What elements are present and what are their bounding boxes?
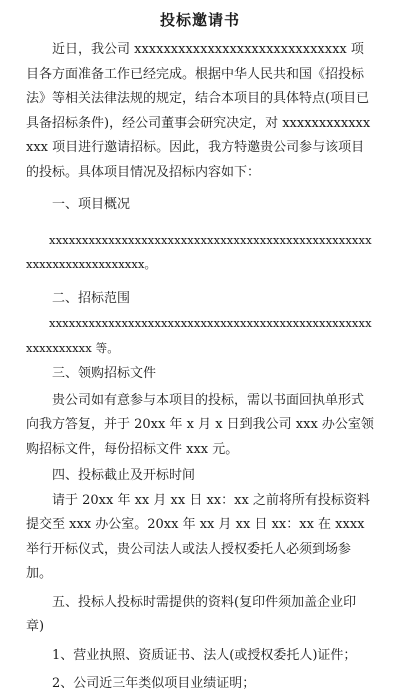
- section-body-tender-docs: 贵公司如有意参与本项目的投标，需以书面回执单形式向我方答复，并于 20xx 年 x 月 x 日到我公司 xxx 办公室领购招标文件，每份招标文件 xxx 元。: [26, 392, 374, 457]
- spacer: [26, 218, 374, 228]
- section-heading-scope: 二、招标范围: [52, 290, 131, 306]
- section-heading-tender-docs: 三、领购招标文件: [52, 366, 157, 381]
- intro-paragraph: 近日，我公司 xxxxxxxxxxxxxxxxxxxxxxxxxxxxx 项目各方面准备工作已经完成。根据中华人民共和国《招投标法》等相关法律法规的规定，结合本项目的具体特点(项目已具备招标条件)，经公司董事会研究决定，对 xxxxxxxxxxxxxxx 项目进行邀请招标。因此，我方特邀贵公司参与该项目的投标。具体项目情况及招标内容如下：: [26, 42, 371, 180]
- section-body-overview: xxxxxxxxxxxxxxxxxxxxxxxxxxxxxxxxxxxxxxxxxxxxxxxxxxxxxxxxxxxxxxxxxxx。: [26, 232, 372, 271]
- spacer: [26, 185, 374, 193]
- section-body-scope: xxxxxxxxxxxxxxxxxxxxxxxxxxxxxxxxxxxxxxxxxxxxxxxxxxxxxxxxxxx 等。: [26, 316, 372, 355]
- section-heading-materials: 五、投标人投标时需提供的资料(复印件须加盖企业印章): [26, 594, 357, 634]
- document-title: 投标邀请书: [159, 11, 240, 29]
- materials-item-2: 2、公司近三年类似项目业绩证明；: [52, 676, 256, 691]
- section-heading-deadline: 四、投标截止及开标时间: [52, 468, 196, 483]
- spacer: [26, 277, 374, 287]
- section-body-deadline: 请于 20xx 年 xx 月 xx 日 xx：xx 之前将所有投标资料提交至 xxx 办公室。20xx 年 xx 月 xx 日 xx：xx 在 xxxx 举行开标仪式，贵公司法人或法人授权委托人必须到场参加。: [26, 492, 370, 581]
- materials-item-1: 1、营业执照、资质证书、法人(或授权委托人)证件；: [52, 647, 357, 663]
- section-heading-overview: 一、项目概况: [52, 197, 131, 212]
